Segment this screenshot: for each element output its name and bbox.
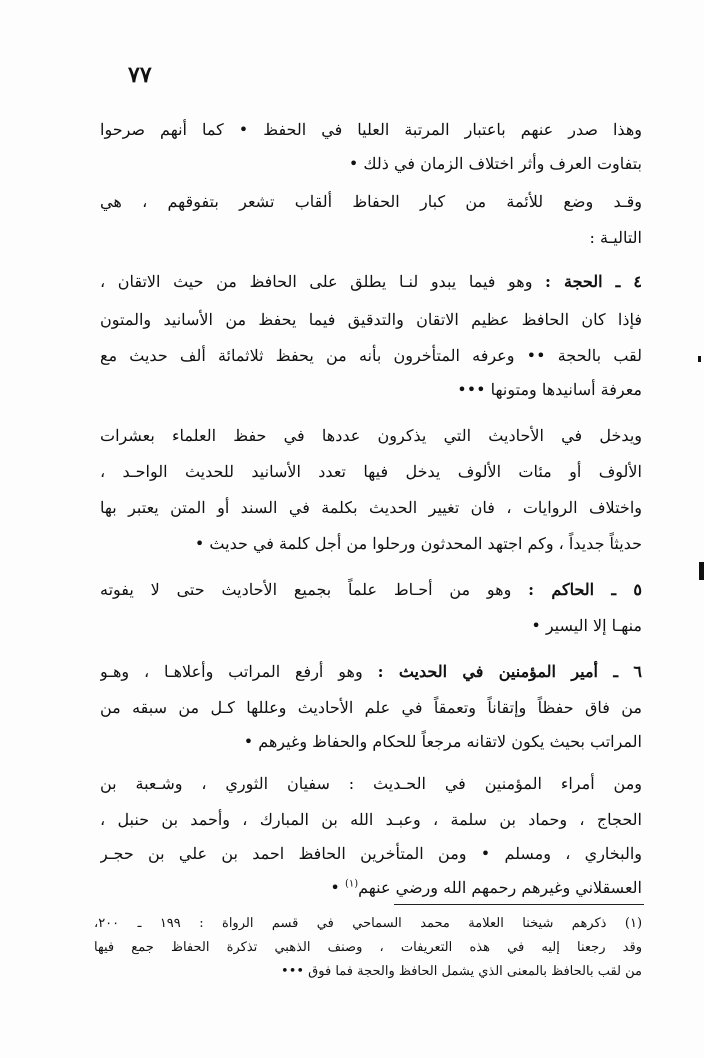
body-line: الحجاج ، وحماد بن سلمة ، وعبـد الله بن المبارك ، وأحمد بن حنبل ، (100, 810, 642, 829)
body-line: ويدخل في الأحاديث التي يذكرون عددها في حفظ العلماء بعشرات (100, 426, 642, 445)
body-line: معرفة أسانيدها ومتونها ••• (457, 380, 642, 399)
section-5-title: ٥ ـ الحاكم : (528, 580, 642, 599)
body-line: ومن أمراء المؤمنين في الحـديث : سفيان الثوري ، وشـعبة بن (100, 774, 642, 793)
body-line: من فاق حفظاً وإتقاناً وتعمقاً في علم الأحاديث وعللها كـل من سبقه من (100, 698, 642, 717)
footnote-line: من لقب بالحافظ بالمعنى الذي يشمل الحافظ والحجة فما فوق ••• (281, 964, 642, 979)
section-6-title: ٦ ـ أمير المؤمنين في الحديث : (377, 662, 642, 681)
body-line: المراتب بحيث يكون لاتقانه مرجعاً للحكام والحفاظ وغيرهم • (243, 732, 642, 751)
body-text: وهو فيما يبدو لنـا يطلق على الحافظ من حيث الاتقان ، (100, 272, 533, 291)
body-text: العسقلاني وغيرهم رحمهم الله ورضي عنهم (358, 878, 642, 897)
body-line: التاليـة : (589, 228, 642, 247)
body-text: وهو من أحـاط علماً بجميع الأحاديث حتى لا يفوته (100, 580, 512, 599)
footnote-line: (١) ذكرهم شيخنا العلامة محمد السماحي في قسم الرواة : ١٩٩ ـ ٢٠٠، (94, 916, 642, 931)
body-line: بتفاوت العرف وأثر اختلاف الزمان في ذلك • (348, 154, 642, 173)
body-text: وهو أرفع المراتب وأعلاهـا ، وهـو (100, 662, 363, 681)
section-6-first-line (100, 660, 642, 686)
body-line: حديثاً جديداً ، وكم اجتهد المحدثون ورحلوا من أجل كلمة في حديث • (194, 534, 642, 553)
footnote-reference[interactable]: (١) (344, 878, 359, 890)
body-line: وهذا صدر عنهم باعتبار المرتبة العليا في الحفظ • كما أنهم صرحوا (100, 120, 642, 139)
body-line: فإذا كان الحافظ عظيم الاتقان والتدقيق فيما يحفظ من الأسانيد والمتون (100, 310, 642, 329)
section-5-first-line (100, 578, 642, 604)
body-line: والبخاري ، ومسلم • ومن المتأخرين الحافظ احمد بن علي بن حجـر (100, 844, 642, 863)
body-line-with-note (100, 876, 642, 902)
body-line: منهـا إلا اليسير • (531, 616, 642, 635)
section-4-first-line (100, 270, 642, 296)
section-4-title: ٤ ـ الحجة : (545, 272, 642, 291)
body-line: وقـد وضع للأئمة من كبار الحفاظ ألقاب تشعر بتفوقهم ، هي (100, 192, 642, 211)
scan-mark (699, 562, 704, 580)
body-line: الألوف أو مئات الألوف يدخل فيها تعدد الأسانيد للحديث الواحـد ، (100, 462, 642, 481)
page-number: ٧٧ (128, 62, 152, 88)
scan-mark (698, 356, 701, 362)
body-line: واختلاف الروايات ، فان تغيير الحديث بكلمة في السند أو المتن يعتبر بها (100, 498, 642, 517)
footnote-separator (394, 904, 644, 905)
footnote-line: وقد رجعنا إليه في هذه التعريفات ، وصنف الذهبي تذكرة الحفاظ جمع فيها (94, 940, 642, 955)
body-line: لقب بالحجة •• وعرفه المتأخرون بأنه من يحفظ ثلاثمائة ألف حديث مع (100, 346, 642, 365)
body-text: • (330, 878, 345, 897)
